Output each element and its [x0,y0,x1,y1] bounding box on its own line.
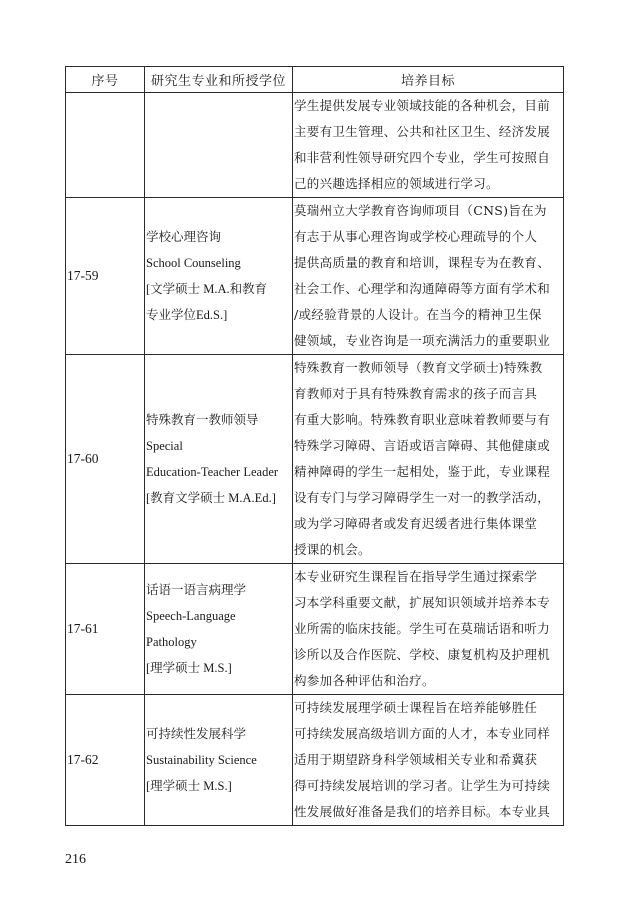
seq-cell: 17-59 [66,198,145,355]
goal-cell [293,198,564,355]
major-name-en: Education-Teacher Leader [146,465,279,479]
major-name-zh: 学校心理咨询 [146,230,222,244]
goal-line: 精神障碍的学生一起相处，鉴于此，专业课程 [294,464,551,479]
goal-line: 育教师对于具有特殊教育需求的孩子而言具 [294,386,538,401]
goal-cell [293,695,564,826]
goal-cell [293,355,564,564]
degree: [理学硕士 M.S.] [146,779,232,793]
goal-line: 诊所以及合作医院、学校、康复机构及护理机 [294,647,551,662]
page-number: 216 [65,852,86,867]
goal-line: 设有专门与学习障碍学生一对一的教学活动， [294,490,551,505]
goal-line: 本专业研究生课程旨在指导学生通过探索学 [294,569,538,584]
goal-cell [293,93,564,198]
major-cell [145,695,293,826]
table-row [66,564,564,695]
major-name-en: Special [146,439,183,453]
degree: [文学硕士 M.A.和教育 [146,282,268,296]
goal-cell [293,564,564,695]
major-cell [145,355,293,564]
goal-line: 或为学习障碍者或发育迟缓者进行集体课堂 [294,516,538,531]
major-cell [145,564,293,695]
seq-cell [66,93,145,198]
table-row [66,355,564,564]
goal-line: 构参加各种评估和治疗。 [294,673,435,688]
table-row [66,93,564,198]
seq-cell: 17-62 [66,695,145,826]
major-name-en: Pathology [146,635,197,649]
goal-line: 社会工作、心理学和沟通障碍等方面有学术和 [294,281,551,296]
goal-line: 学生提供发展专业领域技能的各种机会，目前 [294,98,551,113]
goal-line: 习本学科重要文献，扩展知识领域并培养本专 [294,595,551,610]
goal-line: /或经验背景的人设计。在当今的精神卫生保 [294,307,542,322]
major-name-zh: 特殊教育一教师领导 [146,413,259,427]
degree: [理学硕士 M.S.] [146,661,232,675]
seq-cell: 17-60 [66,355,145,564]
goal-line: 性发展做好准备是我们的培养目标。本专业具 [294,804,551,819]
goal-line: 有重大影响。特殊教育职业意味着教师要与有 [294,412,551,427]
goal-line: 提供高质量的教育和培训，课程专为在教育、 [294,255,551,270]
goal-line: 有志于从事心理咨询或学校心理疏导的个人 [294,229,538,244]
goal-line: 授课的机会。 [294,542,371,557]
seq-cell: 17-61 [66,564,145,695]
goal-line: 可持续发展高级培训方面的人才，本专业同样 [294,726,551,741]
goal-line: 得可持续发展培训的学习者。让学生为可持续 [294,778,551,793]
goal-line: 己的兴趣选择相应的领域进行学习。 [294,176,499,191]
goal-line: 特殊学习障碍、言语或语言障碍、其他健康或 [294,438,551,453]
degree: 专业学位Ed.S.] [146,308,228,322]
major-name-zh: 可持续性发展科学 [146,727,247,741]
header-seq: 序号 [66,67,145,93]
table-row [66,695,564,826]
major-name-en: Speech-Language [146,609,236,623]
goal-line: 特殊教育一教师领导（教育文学硕士)特殊教 [294,360,543,375]
major-name-en: School Counseling [146,256,241,270]
goal-line: 和非营利性领导研究四个专业，学生可按照自 [294,150,551,165]
table-row [66,198,564,355]
goal-line: 健领域，专业咨询是一项充满活力的重要职业 [294,333,551,348]
major-cell [145,198,293,355]
goal-line: 主要有卫生管理、公共和社区卫生、经济发展 [294,124,551,139]
table-header-row [66,67,564,93]
header-major-degree: 研究生专业和所授学位 [145,67,293,93]
degree: [教育文学硕士 M.A.Ed.] [146,491,276,505]
major-name-en: Sustainability Science [146,753,257,767]
major-cell [145,93,293,198]
goal-line: 适用于期望跻身科学领域相关专业和希冀获 [294,752,538,767]
goal-line: 莫瑞州立大学教育咨询师项目（CNS)旨在为 [294,203,547,218]
graduate-programs-table [65,66,564,826]
goal-line: 业所需的临床技能。学生可在莫瑞话语和听力 [294,621,551,636]
goal-line: 可持续发展理学硕士课程旨在培养能够胜任 [294,700,538,715]
major-name-zh: 话语一语言病理学 [146,583,247,597]
header-training-goal: 培养目标 [293,67,564,93]
